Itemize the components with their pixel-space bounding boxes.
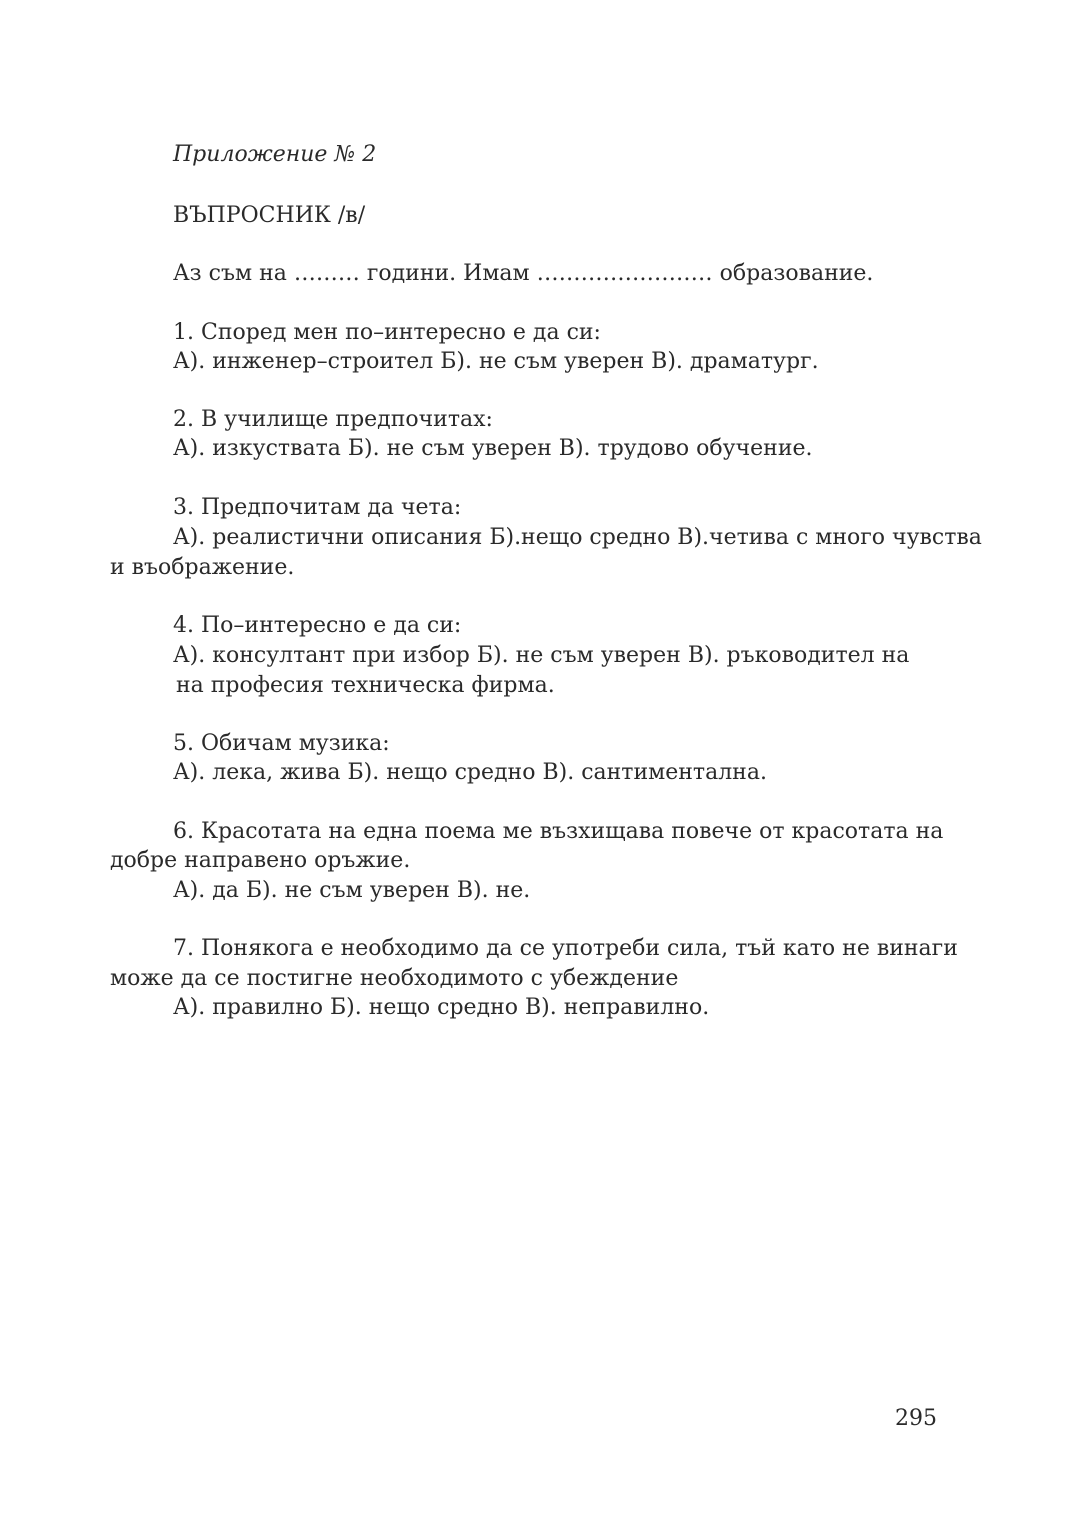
answers-3-line-1: А). реалистични описания Б).нещо средно В).четива с много чувства xyxy=(173,525,982,550)
page-number: 295 xyxy=(895,1406,937,1431)
answers-2: А). изкуствата Б). не съм уверен В). трудово обучение. xyxy=(173,436,813,461)
question-6-line-1: 6. Красотата на една поема ме възхищава повече от красотата на xyxy=(173,819,944,844)
question-2: 2. В училище предпочитах: xyxy=(173,407,493,432)
question-3: 3. Предпочитам да чета: xyxy=(173,495,462,520)
question-1: 1. Според мен по–интересно е да си: xyxy=(173,320,601,345)
answers-5: А). лека, жива Б). нещо средно В). сантиментална. xyxy=(173,760,767,785)
question-6-line-2: добре направено оръжие. xyxy=(110,848,411,873)
appendix-heading: Приложение № 2 xyxy=(173,142,377,167)
document-page xyxy=(110,0,982,1534)
question-4: 4. По–интересно е да си: xyxy=(173,613,462,638)
question-7-line-2: може да се постигне необходимото с убеждение xyxy=(110,966,679,991)
answers-6: А). да Б). не съм уверен В). не. xyxy=(173,878,531,903)
intro-line: Аз съм на ……… години. Имам …………………… образование. xyxy=(173,261,874,286)
answers-4-line-1: А). консултант при избор Б). не съм уверен В). ръководител на xyxy=(173,643,910,668)
question-7-line-1: 7. Понякога е необходимо да се употреби сила, тъй като не винаги xyxy=(173,936,958,961)
questionnaire-title: ВЪПРОСНИК /в/ xyxy=(173,203,366,228)
question-5: 5. Обичам музика: xyxy=(173,731,390,756)
answers-7: А). правилно Б). нещо средно В). неправилно. xyxy=(173,995,710,1020)
answers-1: А). инженер–строител Б). не съм уверен В). драматург. xyxy=(173,349,819,374)
answers-4-line-2: на професия техническа фирма. xyxy=(176,673,555,698)
answers-3-line-2: и въображение. xyxy=(110,555,295,580)
